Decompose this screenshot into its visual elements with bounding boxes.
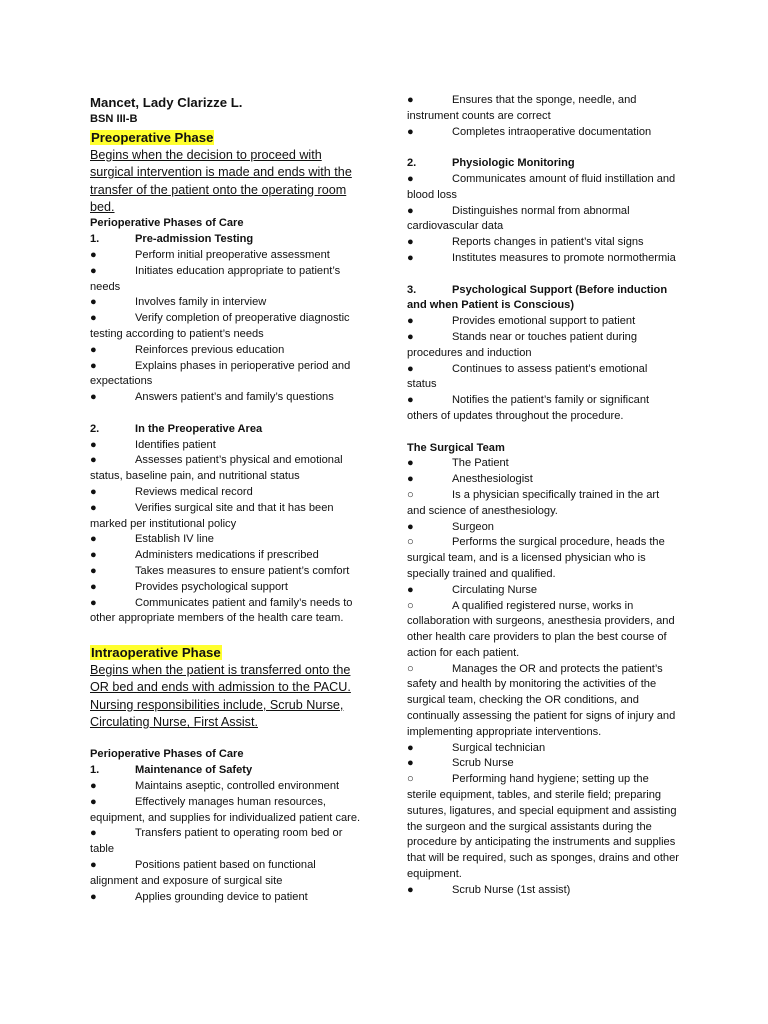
list-item bbox=[90, 485, 362, 501]
preop-s1-list bbox=[90, 248, 362, 406]
list-item bbox=[407, 393, 679, 425]
list-item-text: Ensures that the sponge, needle, and instrument counts are correct bbox=[407, 94, 637, 122]
bullet-icon: ● bbox=[407, 94, 414, 106]
hollow-bullet-icon: ○ bbox=[407, 599, 414, 612]
list-item-text: Performing hand hygiene; setting up the sterile equipment, tables, and sterile field; preparing sutures, ligatures, and special equipment and assisting the surgeon and the surgical assistants during the procedure by anticipating the instruments and supplies that will be required, such as sponges, drains and other equipment. bbox=[407, 773, 679, 881]
list-item bbox=[407, 488, 679, 520]
spacer bbox=[407, 140, 679, 156]
preop-s1-label: Pre-admission Testing bbox=[135, 233, 254, 246]
list-item-text: Communicates amount of fluid instillation and blood loss bbox=[407, 172, 676, 201]
list-item-text: Surgeon bbox=[452, 520, 494, 533]
list-item bbox=[90, 564, 362, 580]
preop-s1-num: 1. bbox=[90, 233, 100, 246]
bullet-icon: ● bbox=[407, 520, 414, 533]
list-item bbox=[90, 580, 362, 596]
list-item bbox=[407, 93, 679, 125]
preop-s2-title bbox=[90, 422, 362, 438]
preop-heading: Perioperative Phases of Care bbox=[90, 217, 244, 230]
list-item bbox=[90, 890, 362, 906]
bullet-icon: ● bbox=[90, 249, 97, 262]
bullet-icon: ● bbox=[90, 454, 97, 467]
list-item bbox=[90, 779, 362, 795]
list-item bbox=[407, 883, 679, 899]
spacer bbox=[90, 732, 362, 748]
list-item-text: Anesthesiologist bbox=[452, 473, 533, 486]
bullet-icon: ● bbox=[407, 473, 414, 486]
bullet-icon: ● bbox=[407, 236, 414, 249]
list-item-text: Takes measures to ensure patient’s comfort bbox=[135, 564, 350, 577]
left-column bbox=[90, 93, 362, 905]
preop-s2-label: In the Preoperative Area bbox=[135, 422, 263, 435]
intraop-title-highlight: Intraoperative Phase bbox=[91, 644, 221, 660]
bullet-icon: ● bbox=[407, 125, 414, 138]
bullet-icon: ● bbox=[90, 485, 97, 498]
list-item bbox=[407, 362, 679, 394]
list-item-text: Distinguishes normal from abnormal cardiovascular data bbox=[407, 204, 630, 233]
psych-num: 3. bbox=[407, 283, 417, 296]
list-item-text: Stands near or touches patient during procedures and induction bbox=[407, 330, 638, 359]
list-item-text: Manages the OR and protects the patient’s safety and health by monitoring the activities of the surgical team, checking the OR conditions, and continually assessing the patient for signs of injury and implementing appropriate interventions. bbox=[407, 662, 676, 738]
bullet-icon: ● bbox=[90, 779, 97, 792]
list-item-text: Continues to assess patient’s emotional status bbox=[407, 362, 648, 391]
spacer bbox=[407, 267, 679, 283]
list-item bbox=[90, 548, 362, 564]
list-item bbox=[407, 172, 679, 204]
list-item-text: Maintains aseptic, controlled environment bbox=[135, 779, 340, 792]
bullet-icon: ● bbox=[407, 251, 414, 264]
list-item-text: The Patient bbox=[452, 457, 509, 470]
hollow-bullet-icon: ○ bbox=[407, 773, 414, 786]
spacer bbox=[90, 627, 362, 643]
list-item bbox=[407, 472, 679, 488]
list-item-text: Reports changes in patient’s vital signs bbox=[452, 236, 644, 249]
spacer bbox=[407, 425, 679, 441]
list-item bbox=[407, 772, 679, 883]
preop-intro: Begins when the decision to proceed with surgical intervention is made and ends with the transfer of the patient onto the operating room bed. bbox=[90, 147, 352, 215]
bullet-icon: ● bbox=[90, 549, 97, 562]
intraop-s1-num: 1. bbox=[90, 764, 100, 777]
bullet-icon: ● bbox=[90, 533, 97, 546]
list-item bbox=[407, 456, 679, 472]
team-title: The Surgical Team bbox=[407, 441, 505, 454]
list-item bbox=[407, 535, 679, 582]
bullet-icon: ● bbox=[90, 343, 97, 356]
list-item-text: Provides emotional support to patient bbox=[452, 315, 636, 328]
list-item bbox=[90, 311, 362, 343]
list-item-text: Transfers patient to operating room bed or table bbox=[90, 827, 343, 856]
list-item bbox=[407, 235, 679, 251]
bullet-icon: ● bbox=[90, 501, 97, 514]
list-item bbox=[90, 390, 362, 406]
physio-title bbox=[407, 156, 679, 172]
list-item-text: Identifies patient bbox=[135, 438, 216, 451]
list-item bbox=[407, 520, 679, 536]
list-item-text: Explains phases in perioperative period and expectations bbox=[90, 359, 351, 388]
list-item-text: Establish IV line bbox=[135, 533, 214, 546]
list-item bbox=[90, 453, 362, 485]
bullet-icon: ● bbox=[407, 362, 414, 375]
bullet-icon: ● bbox=[407, 741, 414, 754]
list-item-text: Circulating Nurse bbox=[452, 583, 538, 596]
intraop-heading: Perioperative Phases of Care bbox=[90, 748, 244, 761]
list-item-text: Verifies surgical site and that it has been marked per institutional policy bbox=[90, 501, 334, 530]
list-item-text: Provides psychological support bbox=[135, 580, 288, 593]
bullet-icon: ● bbox=[407, 883, 414, 896]
list-item bbox=[90, 795, 362, 827]
list-item bbox=[90, 532, 362, 548]
list-item bbox=[407, 125, 679, 141]
preop-s2-num: 2. bbox=[90, 422, 100, 435]
list-item-text: Completes intraoperative documentation bbox=[452, 125, 652, 138]
bullet-icon: ● bbox=[407, 315, 414, 328]
preop-title-highlight: Preoperative Phase bbox=[91, 129, 214, 145]
intraop-intro: Begins when the patient is transferred onto the OR bed and ends with admission to the PACU. Nursing responsibilities include, Scrub Nurse, Circulating Nurse, First Assist. bbox=[90, 662, 351, 730]
list-item-text: Reinforces previous education bbox=[135, 343, 285, 356]
list-item-text: Effectively manages human resources, equipment, and supplies for individualized patient care. bbox=[90, 795, 361, 824]
list-item bbox=[407, 599, 679, 662]
psych-list bbox=[407, 314, 679, 425]
bullet-icon: ● bbox=[90, 391, 97, 404]
list-item-text: Communicates patient and family’s needs to other appropriate members of the health care team. bbox=[90, 596, 353, 625]
bullet-icon: ● bbox=[407, 457, 414, 470]
bullet-icon: ● bbox=[407, 172, 414, 185]
list-item-text: A qualified registered nurse, works in collaboration with surgeons, anesthesia providers, and other health care providers to plan the best course of action for each patient. bbox=[407, 599, 675, 659]
list-item bbox=[90, 501, 362, 533]
list-item bbox=[407, 204, 679, 236]
list-item-text: Reviews medical record bbox=[135, 485, 253, 498]
list-item bbox=[90, 248, 362, 264]
list-item-text: Administers medications if prescribed bbox=[135, 549, 319, 562]
intraop-title bbox=[90, 643, 362, 662]
list-item-text: Scrub Nurse bbox=[452, 757, 514, 770]
bullet-icon: ● bbox=[407, 394, 414, 407]
list-item-text: Institutes measures to promote normothermia bbox=[452, 251, 676, 264]
intraop-cont-list bbox=[407, 93, 679, 140]
list-item-text: Performs the surgical procedure, heads the surgical team, and is a licensed physician who is specially trained and qualified. bbox=[407, 536, 665, 580]
psych-title bbox=[407, 283, 679, 315]
hollow-bullet-icon: ○ bbox=[407, 488, 414, 501]
list-item bbox=[407, 330, 679, 362]
bullet-icon: ● bbox=[90, 580, 97, 593]
list-item bbox=[90, 343, 362, 359]
list-item bbox=[90, 359, 362, 391]
intraop-s1-label: Maintenance of Safety bbox=[135, 764, 253, 777]
bullet-icon: ● bbox=[90, 827, 97, 840]
physio-num: 2. bbox=[407, 157, 417, 170]
physio-list bbox=[407, 172, 679, 267]
list-item-text: Answers patient’s and family’s questions bbox=[135, 391, 334, 404]
list-item-text: Assesses patient’s physical and emotional status, baseline pain, and nutritional status bbox=[90, 454, 343, 483]
bullet-icon: ● bbox=[90, 890, 97, 903]
hollow-bullet-icon: ○ bbox=[407, 662, 414, 675]
list-item bbox=[407, 251, 679, 267]
list-item-text: Notifies the patient’s family or significant others of updates throughout the procedure. bbox=[407, 394, 650, 422]
list-item-text: Is a physician specifically trained in the art and science of anesthesiology. bbox=[407, 488, 660, 517]
list-item bbox=[90, 264, 362, 296]
list-item bbox=[90, 438, 362, 454]
intraop-s1-list bbox=[90, 779, 362, 905]
spacer bbox=[90, 406, 362, 422]
list-item bbox=[90, 295, 362, 311]
intraop-s1-title bbox=[90, 763, 362, 779]
bullet-icon: ● bbox=[90, 359, 97, 372]
list-item-text: Perform initial preoperative assessment bbox=[135, 249, 330, 262]
list-item bbox=[407, 583, 679, 599]
list-item-text: Initiates education appropriate to patient’s needs bbox=[90, 264, 341, 293]
bullet-icon: ● bbox=[407, 204, 414, 217]
list-item bbox=[407, 741, 679, 757]
preop-s1-title bbox=[90, 232, 362, 248]
class-section: BSN III-B bbox=[90, 113, 138, 125]
bullet-icon: ● bbox=[407, 330, 414, 343]
bullet-icon: ● bbox=[90, 438, 97, 451]
list-item bbox=[90, 596, 362, 628]
hollow-bullet-icon: ○ bbox=[407, 536, 414, 549]
team-list bbox=[407, 456, 679, 898]
bullet-icon: ● bbox=[90, 312, 97, 325]
list-item bbox=[90, 858, 362, 890]
list-item-text: Positions patient based on functional alignment and exposure of surgical site bbox=[90, 858, 316, 887]
bullet-icon: ● bbox=[90, 858, 97, 871]
physio-label: Physiologic Monitoring bbox=[452, 157, 575, 170]
bullet-icon: ● bbox=[407, 757, 414, 770]
author-name: Mancet, Lady Clarizze L. bbox=[90, 95, 243, 110]
list-item-text: Involves family in interview bbox=[135, 296, 267, 309]
bullet-icon: ● bbox=[407, 583, 414, 596]
preop-title bbox=[90, 128, 362, 147]
list-item-text: Verify completion of preoperative diagnostic testing according to patient’s needs bbox=[90, 312, 350, 340]
bullet-icon: ● bbox=[90, 296, 97, 309]
right-column bbox=[407, 93, 679, 899]
bullet-icon: ● bbox=[90, 795, 97, 808]
bullet-icon: ● bbox=[90, 596, 97, 609]
list-item-text: Scrub Nurse (1st assist) bbox=[452, 883, 571, 896]
bullet-icon: ● bbox=[90, 564, 97, 577]
list-item-text: Surgical technician bbox=[452, 741, 546, 754]
bullet-icon: ● bbox=[90, 264, 97, 277]
list-item bbox=[407, 314, 679, 330]
psych-label: Psychological Support (Before induction and when Patient is Conscious) bbox=[407, 283, 668, 312]
list-item-text: Applies grounding device to patient bbox=[135, 890, 308, 903]
preop-s2-list bbox=[90, 438, 362, 628]
list-item bbox=[90, 826, 362, 858]
list-item bbox=[407, 662, 679, 741]
list-item bbox=[407, 756, 679, 772]
